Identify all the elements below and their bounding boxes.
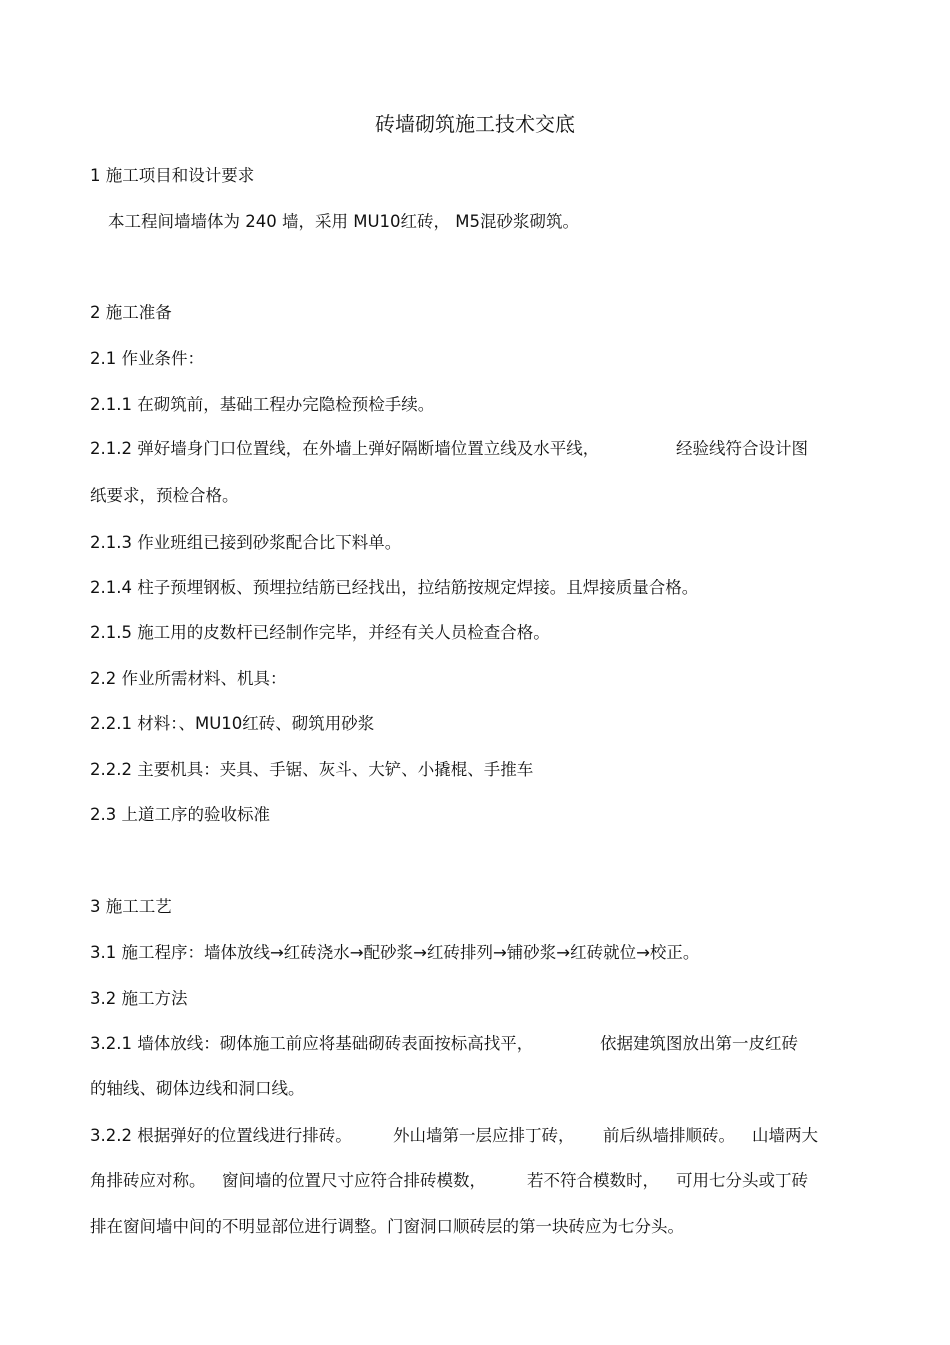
item-2-3: 2.3 上道工序的验收标准 bbox=[90, 805, 270, 824]
item-3-1: 3.1 施工程序：墙体放线→红砖浇水→配砂浆→红砖排列→铺砂浆→红砖就位→校正。 bbox=[90, 943, 700, 962]
item-3-2: 3.2 施工方法 bbox=[90, 989, 188, 1008]
item-2-1-2-part3: 纸要求，预检合格。 bbox=[90, 486, 239, 505]
section-1-heading: 1 施工项目和设计要求 bbox=[90, 166, 255, 185]
item-2-2-2: 2.2.2 主要机具：夹具、手锯、灰斗、大铲、小撬棍、手推车 bbox=[90, 760, 534, 779]
item-3-2-1-part1: 3.2.1 墙体放线：砌体施工前应将基础砌砖表面按标高找平， bbox=[90, 1034, 534, 1053]
item-2-1-1: 2.1.1 在砌筑前，基础工程办完隐检预检手续。 bbox=[90, 395, 435, 414]
item-2-2: 2.2 作业所需材料、机具： bbox=[90, 669, 287, 688]
item-2-1-4: 2.1.4 柱子预埋钢板、预埋拉结筋已经找出，拉结筋按规定焊接。且焊接质量合格。 bbox=[90, 578, 699, 597]
item-3-2-2-part8: 可用七分头或丁砖 bbox=[676, 1171, 808, 1190]
item-2-2-1: 2.2.1 材料：、MU10红砖、砌筑用砂浆 bbox=[90, 714, 375, 733]
item-3-2-2-part3: 前后纵墙排顺砖。 bbox=[603, 1126, 735, 1145]
item-3-2-2-part2: 外山墙第一层应排丁砖， bbox=[393, 1126, 575, 1145]
item-3-2-2-part7: 若不符合模数时， bbox=[527, 1171, 659, 1190]
section-2-heading: 2 施工准备 bbox=[90, 303, 172, 322]
section-1-body: 本工程间墙墙体为 240 墙，采用 MU10红砖， M5混砂浆砌筑。 bbox=[108, 212, 580, 231]
item-3-2-2-part9: 排在窗间墙中间的不明显部位进行调整。门窗洞口顺砖层的第一块砖应为七分头。 bbox=[90, 1217, 684, 1236]
item-2-1-2-part2: 经验线符合设计图 bbox=[676, 439, 808, 458]
item-2-1-5: 2.1.5 施工用的皮数杆已经制作完毕，并经有关人员检查合格。 bbox=[90, 623, 550, 642]
item-2-1-3: 2.1.3 作业班组已接到砂浆配合比下料单。 bbox=[90, 533, 402, 552]
item-3-2-2-part4: 山墙两大 bbox=[752, 1126, 818, 1145]
item-3-2-1-part3: 的轴线、砌体边线和洞口线。 bbox=[90, 1079, 305, 1098]
item-3-2-1-part2: 依据建筑图放出第一皮红砖 bbox=[600, 1034, 798, 1053]
item-2-1: 2.1 作业条件： bbox=[90, 349, 204, 368]
item-3-2-2-part6: 窗间墙的位置尺寸应符合排砖模数， bbox=[222, 1171, 486, 1190]
item-2-1-2-part1: 2.1.2 弹好墙身门口位置线，在外墙上弹好隔断墙位置立线及水平线， bbox=[90, 439, 600, 458]
document-title: 砖墙砌筑施工技术交底 bbox=[375, 112, 575, 136]
section-3-heading: 3 施工工艺 bbox=[90, 897, 172, 916]
item-3-2-2-part1: 3.2.2 根据弹好的位置线进行排砖。 bbox=[90, 1126, 352, 1145]
item-3-2-2-part5: 角排砖应对称。 bbox=[90, 1171, 206, 1190]
